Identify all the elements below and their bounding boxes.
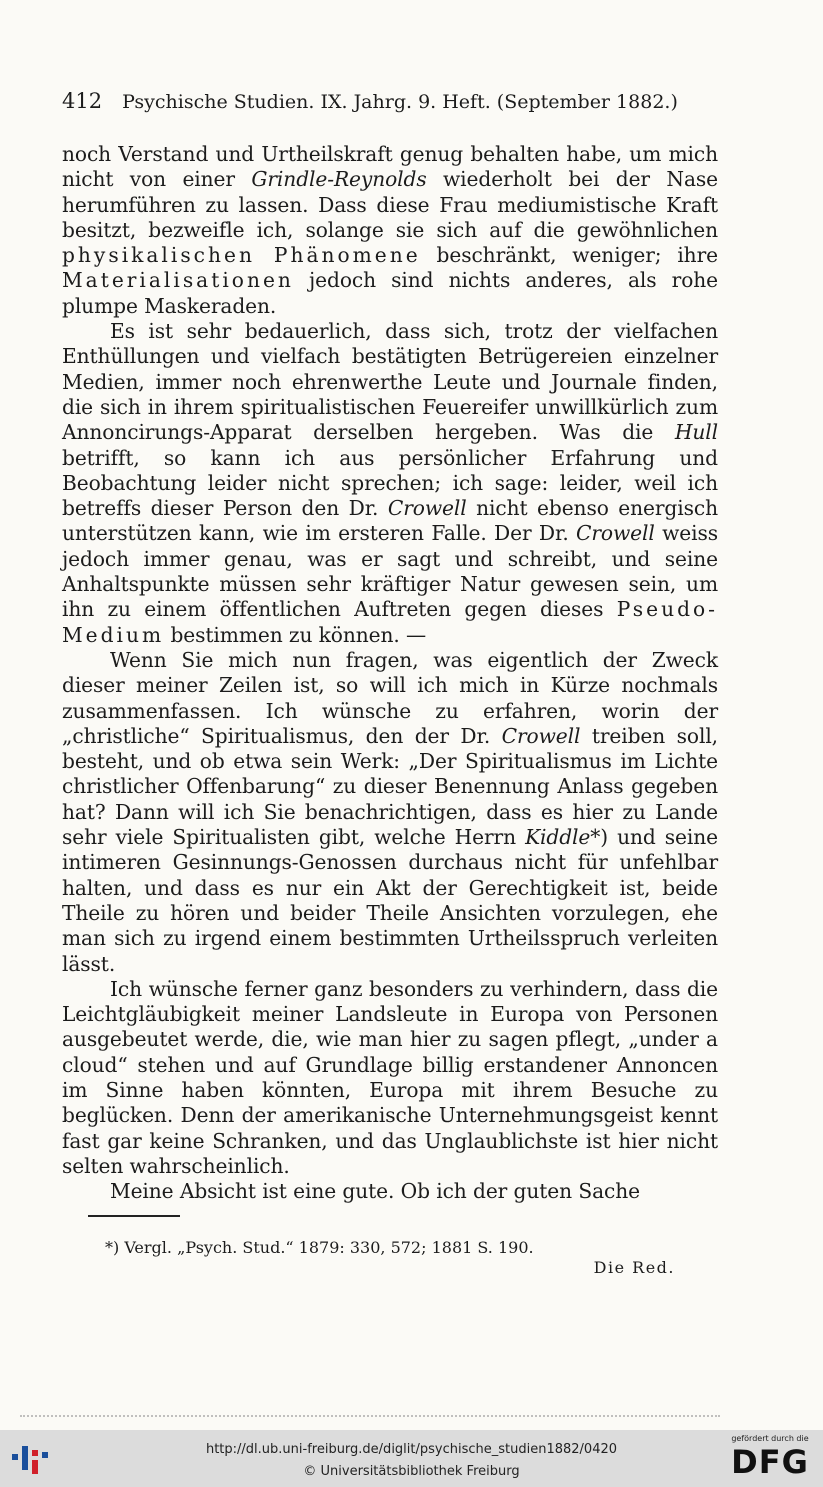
spaced-emphasis: Materialisationen: [62, 268, 294, 293]
running-title: Psychische Studien. IX. Jahrg. 9. Heft. (September 1882.): [122, 91, 678, 113]
italic-name: Crowell: [576, 521, 655, 546]
text-run: betrifft, so kann ich aus persönlicher Erfahrung und Beobachtung leider nicht sprechen; ich sage: leider, weil ich betreffs dieser Person den Dr.: [62, 445, 718, 521]
scan-artifact: [20, 1415, 720, 1421]
dfg-logo-text: DFG: [731, 1443, 809, 1481]
sponsor-caption: gefördert durch die: [731, 1434, 809, 1443]
permalink-url[interactable]: http://dl.ub.uni-freiburg.de/diglit/psychische_studien1882/0420: [205, 1442, 618, 1457]
running-header: [62, 88, 722, 115]
copyright-notice: © Universitätsbibliothek Freiburg: [303, 1464, 520, 1479]
footnote-rule: [88, 1215, 180, 1217]
text-run: Ich wünsche ferner ganz besonders zu verhindern, dass die Leichtgläubigkeit meiner Landsleute in Europa von Personen ausgebeutet werde, die, wie man hier zu sagen pflegt, „under a cloud“ stehen und auf Grundlage billig erstandener Annoncen im Sinne haben könnten, Europa mit ihrem Besuche zu beglücken. Denn der amerikanische Unternehmungsgeist kennt fast gar keine Schranken, und das Unglaublichste ist hier nicht selten wahrscheinlich.: [62, 976, 718, 1178]
italic-name: Hull: [674, 420, 718, 445]
paragraph: [62, 1179, 718, 1204]
text-run: treiben soll, besteht, und ob etwa sein Werk: „Der Spiritualismus im Lichte christlicher Offenbarung“ zu dieser Benennung Anlass gegeben hat? Dann will ich Sie benachrichtigen, dass es hier zu Lande sehr viele Spiritualisten gibt, welche Herrn: [62, 723, 718, 850]
text-run: bestimmen zu können. —: [164, 622, 427, 647]
text-run: Wenn Sie mich nun fragen, was eigentlich der Zweck dieser meiner Zeilen ist, so will ich mich in Kürze nochmals zusammenfassen. Ich wünsche zu erfahren, worin der „christliche“ Spiritualismus, den der Dr.: [62, 647, 718, 748]
dfg-logo[interactable]: [725, 1434, 815, 1484]
body-text: [62, 142, 718, 1204]
text-run: wiederholt bei der Nase herumführen zu lassen. Dass diese Frau mediumistische Kraft besitzt, bezweifle ich, solange sie sich auf die gewöhnlichen: [62, 167, 718, 242]
paragraph: [62, 648, 718, 977]
spaced-emphasis: Pseudo-Medium: [62, 597, 718, 647]
page-number: 412: [62, 89, 103, 113]
italic-name: Crowell: [501, 723, 581, 748]
text-run: weiss jedoch immer genau, was er sagt und schreibt, und seine Anhaltspunkte müssen sehr kräftiger Natur gewesen sein, um ihn zu einem öffentlichen Auftreten gegen dieses: [62, 521, 718, 622]
spaced-emphasis: physikalischen Phänomene: [62, 243, 421, 268]
text-run: jedoch sind nichts anderes, als rohe plumpe Maskeraden.: [62, 268, 718, 318]
footnote: [105, 1238, 705, 1278]
text-run: nicht ebenso energisch unterstützen kann, wie im ersteren Falle. Der Dr.: [62, 496, 718, 546]
text-run: noch Verstand und Urtheilskraft genug behalten habe, um mich nicht von einer: [62, 142, 718, 192]
paragraph: [62, 319, 718, 648]
text-run: Es ist sehr bedauerlich, dass sich, trotz der vielfachen Enthüllungen und vielfach bestätigten Betrügereien einzelner Medien, immer noch ehrenwerthe Leute und Journale finden, die sich in ihrem spiritualistischen Feuereifer unwillkürlich zum Annoncirungs-Apparat derselben hergeben. Was die: [62, 319, 718, 445]
text-run: *) und seine intimeren Gesinnungs-Genossen durchaus nicht für unfehlbar halten, und dass es nur ein Akt der Gerechtigkeit ist, beide Theile zu hören und beider Theile Ansichten vorzulegen, ehe man sich zu irgend einem bestimmten Urtheilsspruch verleiten lässt.: [62, 825, 718, 976]
text-run: Meine Absicht ist eine gute. Ob ich der guten Sache: [110, 1179, 640, 1204]
viewer-footer: [0, 1430, 823, 1487]
italic-name: Crowell: [387, 496, 467, 521]
paragraph: [62, 142, 718, 319]
footnote-signature: Die Red.: [593, 1258, 675, 1277]
italic-name: Kiddle: [525, 825, 591, 850]
footnote-text: *) Vergl. „Psych. Stud.“ 1879: 330, 572; 1881 S. 190.: [105, 1238, 534, 1257]
italic-name: Grindle-Reynolds: [251, 167, 427, 192]
paragraph: [62, 977, 718, 1179]
text-run: beschränkt, weniger; ihre: [420, 243, 718, 268]
